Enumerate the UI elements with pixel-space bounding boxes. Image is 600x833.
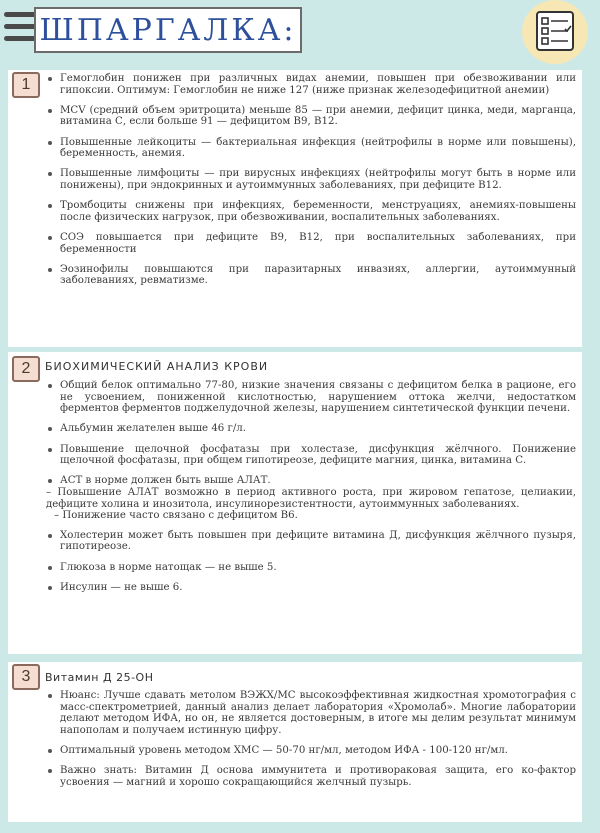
list-item: Важно знать: Витамин Д основа иммунитета и противораковая защита, его ко-фактор усвоения — магний и хорошо сокращающийся желчный пузырь.	[46, 765, 576, 788]
section-3-list	[46, 690, 576, 797]
list-item: Тромбоциты снижены при инфекциях, беременности, менструациях, анемиях-повышены после физических нагрузок, при обезвоживании, воспалительных заболеваниях.	[46, 200, 576, 223]
sub-note: – Понижение часто связано с дефицитом В6.	[54, 510, 298, 522]
list-item: Гемоглобин понижен при различных видах анемии, повышен при обезвоживании или гипоксии. Оптимум: Гемоглобин не ниже 127 (ниже признак железодефицитной анемии)	[46, 73, 576, 96]
list-item: Оптимальный уровень методом ХМС — 50-70 нг/мл, методом ИФА - 100-120 нг/мл.	[46, 745, 576, 757]
checklist-icon	[522, 0, 588, 64]
list-item: Повышение щелочной фосфатазы при холестазе, дисфункция жёлчного. Понижение щелочной фосфатазы, при общем гипотиреозе, дефиците магния, цинка, витамина С.	[46, 444, 576, 467]
section-2-list	[46, 380, 576, 602]
list-item: Альбумин желателен выше 46 г/л.	[46, 423, 576, 435]
list-item: Общий белок оптимально 77-80, низкие значения связаны с дефицитом белка в рационе, его не усвоением, пониженной кислотностью, нарушением оттока желчи, недостатком ферментов ферментов поджелудочной железы, нарушением синтетической функции печени.	[46, 380, 576, 415]
section-number-badge: 2	[12, 356, 40, 382]
list-item: Нюанс: Лучше сдавать метолом ВЭЖХ/МС высокоэффективная жидкостная хромотография с масс-спектрометрией, данный анализ делает лаборатория «Хромолаб». Многие лаборатории делают методом ИФА, но он, не является достоверным, в итоге мы делим результат минимум напополам и получаем истинную цифру.	[46, 690, 576, 736]
section-1-list	[46, 73, 576, 295]
title-box	[34, 7, 302, 53]
section-title: Витамин Д 25-ОН	[45, 671, 154, 684]
list-item: СОЭ повышается при дефиците В9, В12, при воспалительных заболеваниях, при беременности	[46, 232, 576, 255]
section-title: БИОХИМИЧЕСКИЙ АНАЛИЗ КРОВИ	[45, 360, 269, 373]
page-title: ШПАРГАЛКА:	[39, 12, 297, 48]
list-item: АСТ в норме должен быть выше АЛАТ. – Повышение АЛАТ возможно в период активного роста, при жировом гепатозе, целиакии, дефиците холина и инозитола, инсулинорезистентности, аутоиммунных заболеваниях. – Понижение часто связано с дефицитом В6.	[46, 475, 576, 522]
list-item: Инсулин — не выше 6.	[46, 582, 576, 594]
section-3-panel	[8, 662, 582, 822]
section-1-panel	[8, 70, 582, 347]
list-item: MCV (средний объем эритроцита) меньше 85 — при анемии, дефицит цинка, меди, марганца, витамина С, если больше 91 — дефицитом В9, В12.	[46, 105, 576, 128]
sub-note: – Повышение АЛАТ возможно в период активного роста, при жировом гепатозе, целиакии, дефиците холина и инозитола, инсулинорезистентности, аутоиммунных заболеваниях.	[46, 486, 576, 510]
list-item: Холестерин может быть повышен при дефиците витамина Д, дисфункция жёлчного пузыря, гипотиреозе.	[46, 530, 576, 553]
list-item: Глюкоза в норме натощак — не выше 5.	[46, 562, 576, 574]
section-2-panel	[8, 352, 582, 654]
list-item: Эозинофилы повышаются при паразитарных инвазиях, аллергии, аутоиммунный заболеваниях, ревматизме.	[46, 264, 576, 287]
section-number-badge: 3	[12, 664, 40, 690]
section-number-badge: 1	[12, 72, 40, 98]
list-item: Повышенные лейкоциты — бактериальная инфекция (нейтрофилы в норме или повышены), беременность, анемия.	[46, 137, 576, 160]
list-item: Повышенные лимфоциты — при вирусных инфекциях (нейтрофилы могут быть в норме или понижены), при эндокринных и аутоиммунных заболеваниях, при дефиците В12.	[46, 168, 576, 191]
